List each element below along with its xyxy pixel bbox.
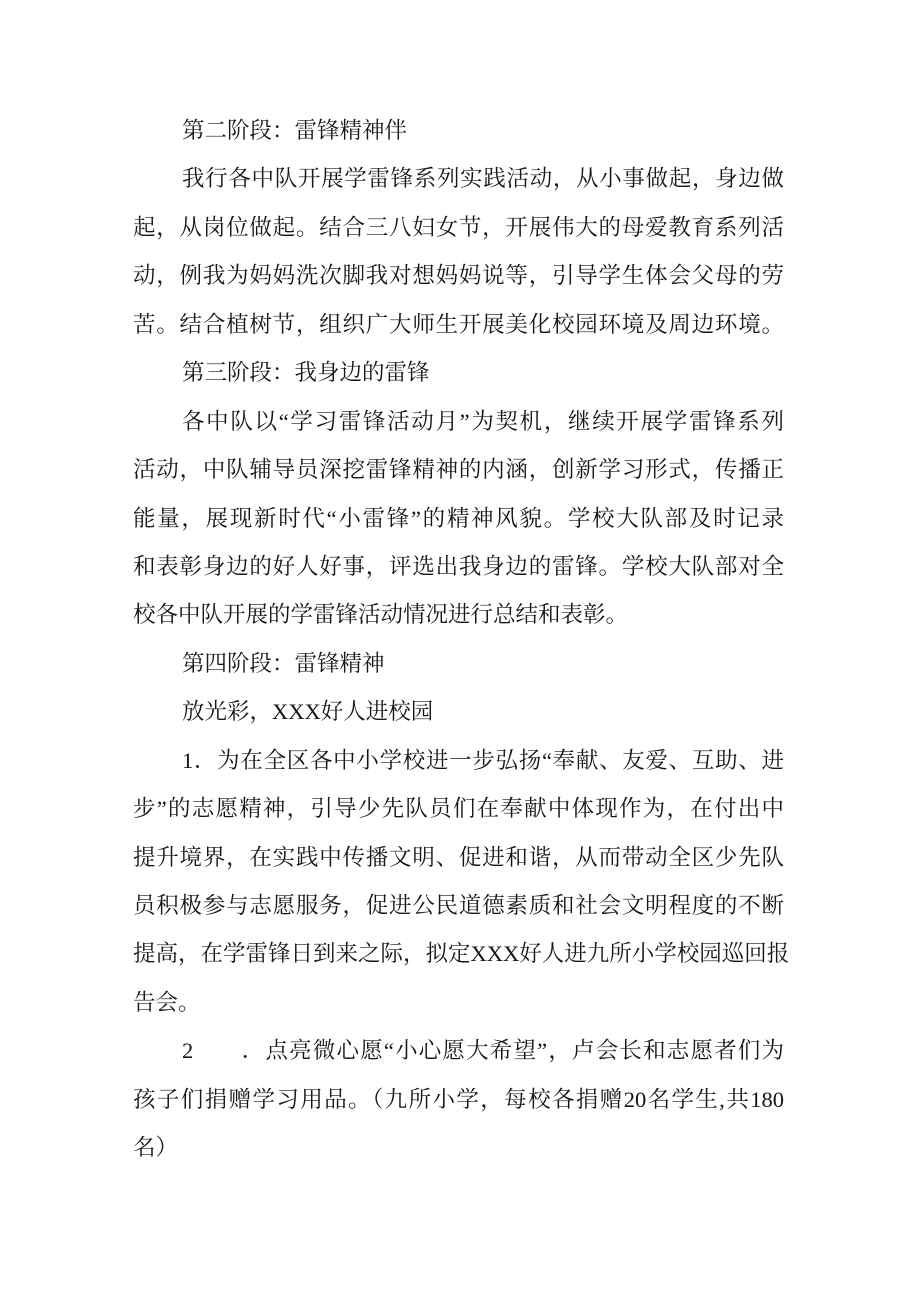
text-line: 动，例我为妈妈洗次脚我对想妈妈说等，引导学生体会父母的劳 (133, 263, 784, 289)
text-line: 孩子们捐赠学习用品。（九所小学，每校各捐赠20名学生,共180 (133, 1086, 784, 1112)
paragraph-stage2-body (133, 155, 784, 349)
text-line: 员积极参与志愿服务，促进公民道德素质和社会文明程度的不断 (133, 893, 784, 918)
text-line: 活动，中队辅导员深挖雷锋精神的内涵，创新学习形式，传播正 (133, 457, 784, 483)
text-line: 能量，展现新时代“小雷锋”的精神风貌。学校大队部及时记录 (133, 505, 784, 531)
paragraph-stage3-heading (133, 349, 784, 397)
text-line: 苦。结合植树节，组织广大师生开展美化校园环境及周边环境。 (133, 311, 784, 337)
text-line: 和表彰身边的好人好事，评选出我身边的雷锋。学校大队部对全 (133, 553, 784, 579)
text-line: 步”的志愿精神，引导少先队员们在奉献中体现作为，在付出中 (133, 796, 784, 822)
text-line: 告会。 (133, 989, 201, 1015)
text-line: 2 ．点亮微心愿“小心愿大希望”，卢会长和志愿者们为 (182, 1038, 784, 1064)
text-line: 第四阶段：雷锋精神 (182, 650, 385, 676)
paragraph-stage4-subheading (133, 688, 784, 736)
text-line: 提高，在学雷锋日到来之际，拟定XXX好人进九所小学校园巡回报 (133, 941, 790, 967)
text-line: 1．为在全区各中小学校进一步弘扬“奉献、友爱、互助、进 (182, 747, 784, 773)
text-line: 起，从岗位做起。结合三八妇女节，开展伟大的母爱教育系列活 (133, 214, 784, 240)
paragraph-item1-body (133, 737, 790, 1028)
paragraph-item2-body (133, 1027, 784, 1172)
paragraph-stage3-body (133, 398, 784, 640)
text-line: 名） (133, 1135, 179, 1161)
text-line: 我行各中队开展学雷锋系列实践活动，从小事做起，身边做 (182, 166, 784, 192)
text-line: 各中队以“学习雷锋活动月”为契机，继续开展学雷锋系列 (182, 408, 784, 434)
paragraph-stage4-heading (133, 640, 784, 688)
document-body (133, 107, 790, 1173)
text-line: 放光彩，XXX好人进校园 (182, 699, 434, 725)
text-line: 提升境界，在实践中传播文明、促进和谐，从而带动全区少先队 (133, 844, 784, 870)
text-line: 第二阶段：雷锋精神伴 (182, 118, 408, 143)
text-line: 第三阶段：我身边的雷锋 (182, 360, 430, 386)
paragraph-stage2-heading (133, 107, 784, 155)
text-line: 校各中队开展的学雷锋活动情况进行总结和表彰。 (133, 602, 629, 628)
